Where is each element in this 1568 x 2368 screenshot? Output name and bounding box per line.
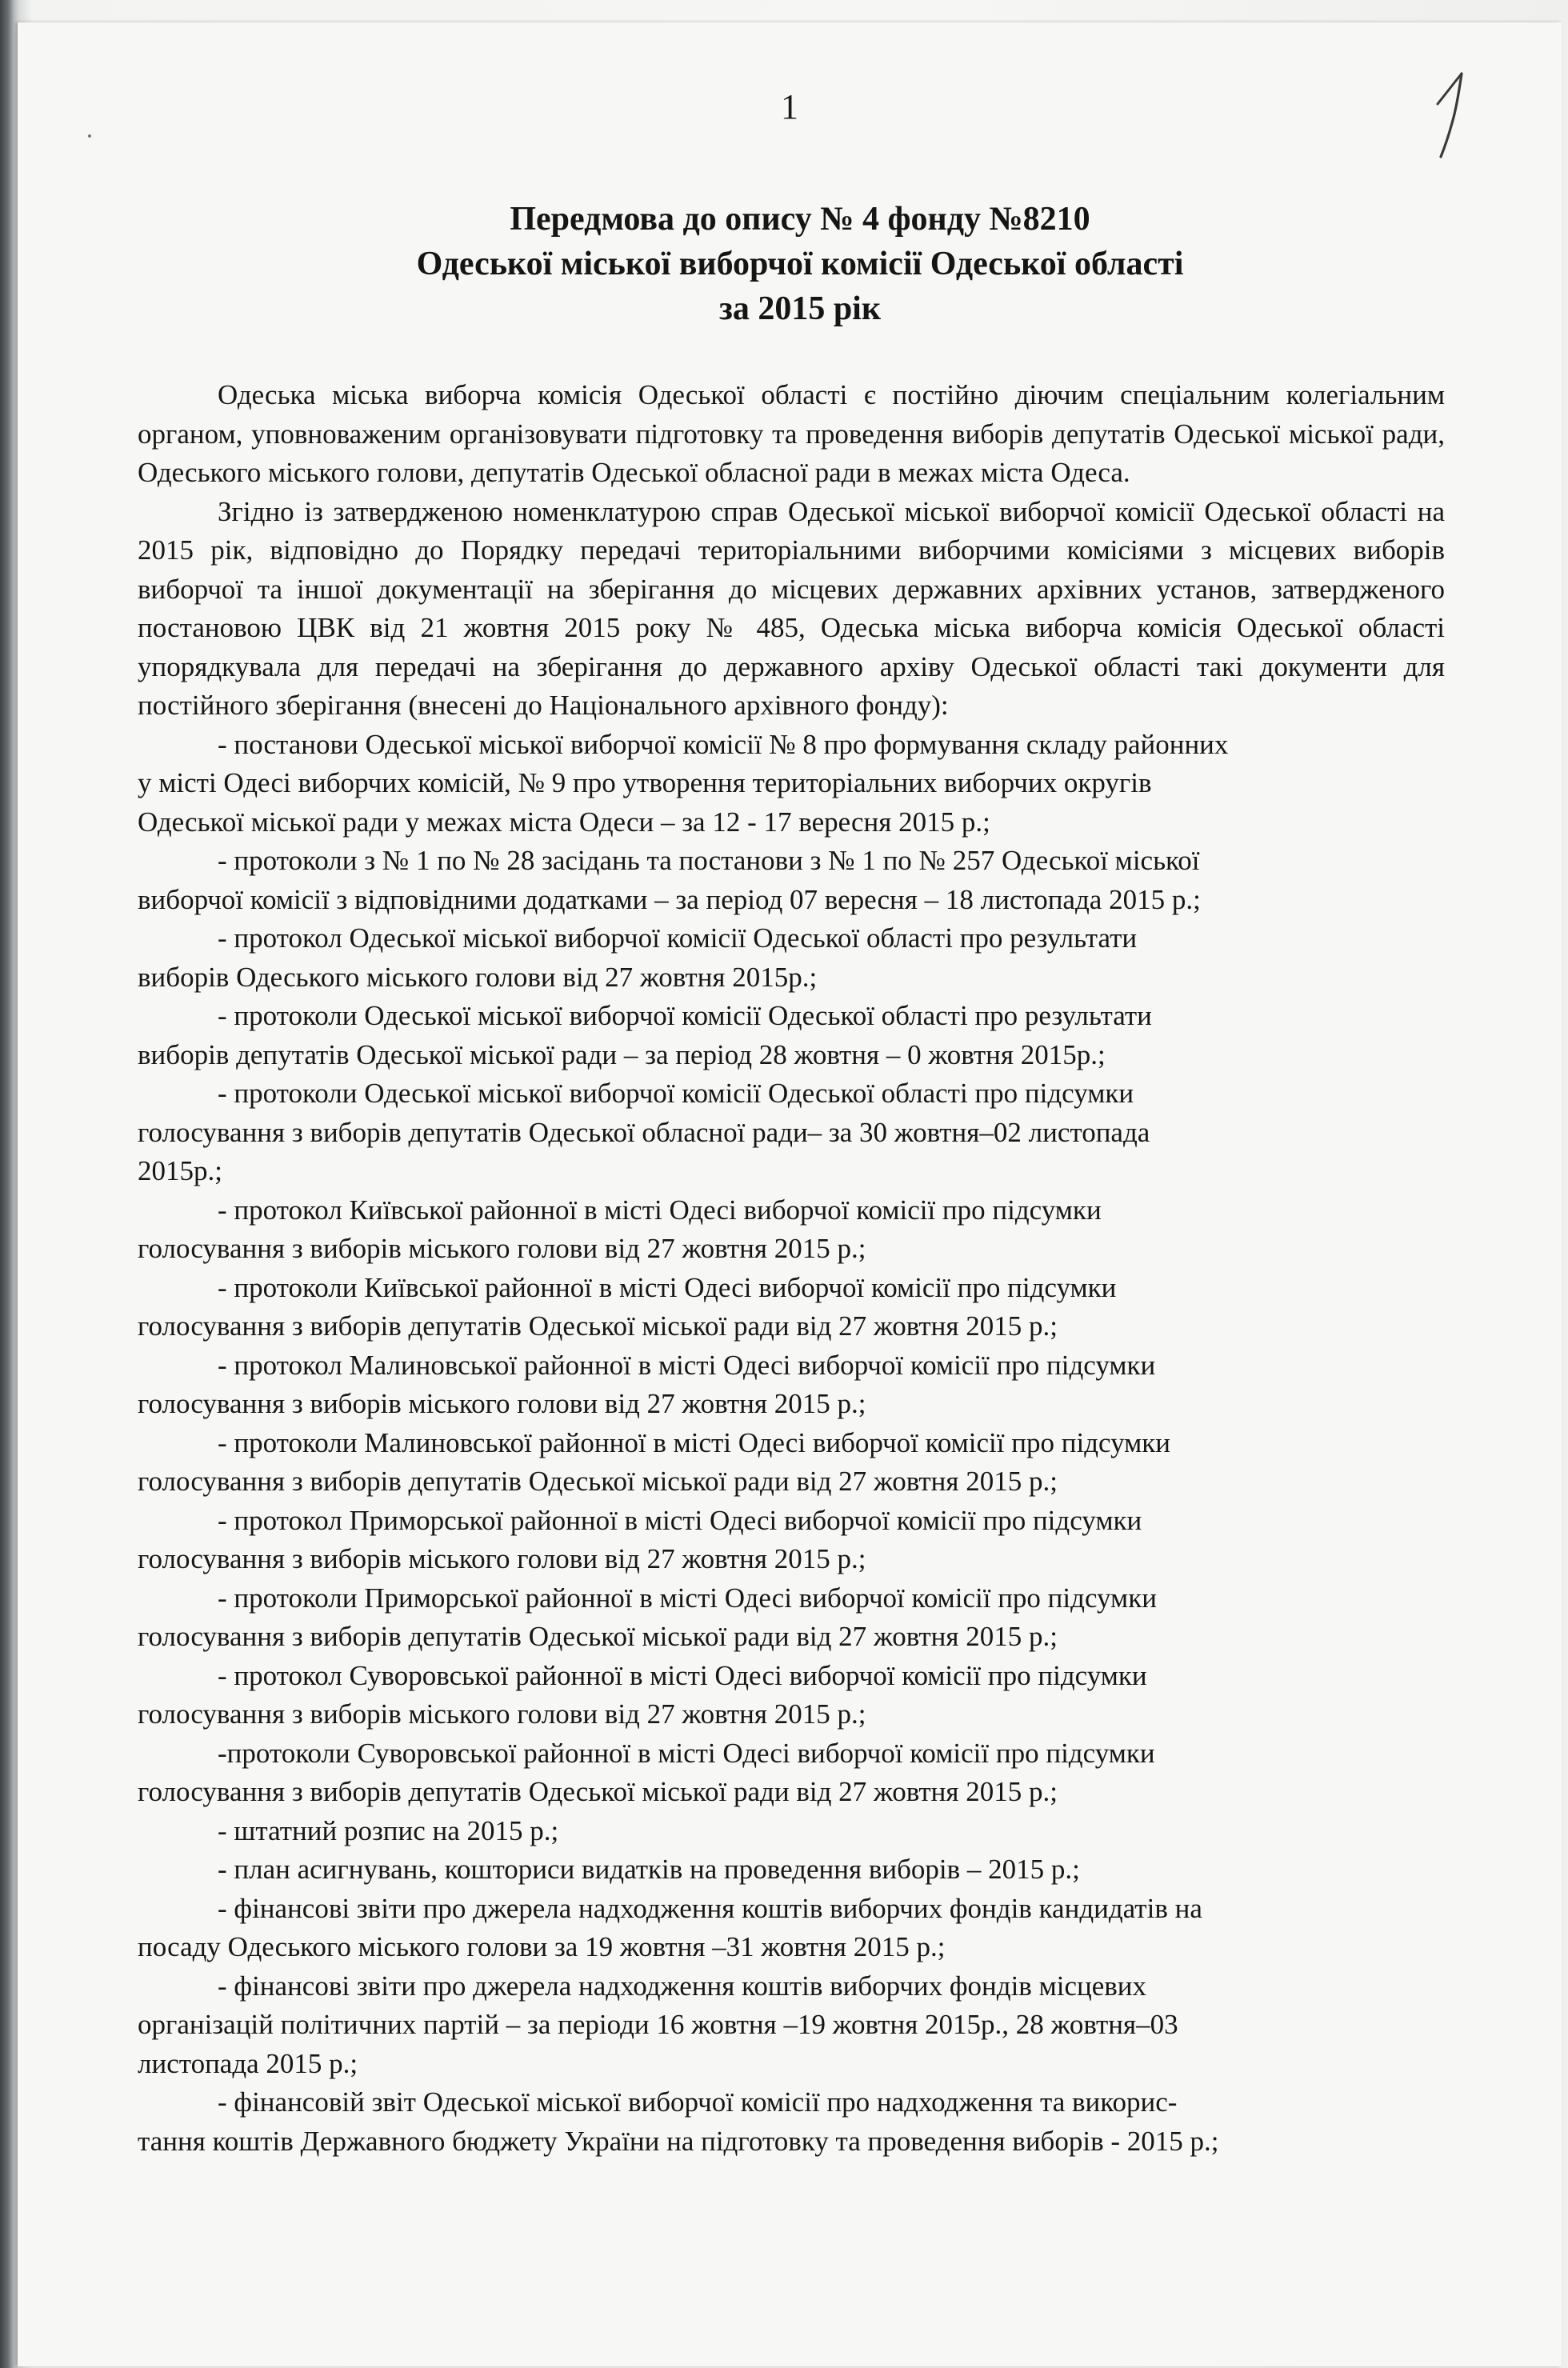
- list-item-line: Одеської міської ради у межах міста Одеси – за 12 - 17 вересня 2015 р.;: [138, 806, 990, 838]
- title-line-3: за 2015 рік: [718, 290, 882, 327]
- title-line-1: Передмова до опису № 4 фонду №8210: [510, 201, 1090, 238]
- handwritten-archive-mark: [1420, 67, 1476, 163]
- list-item-line: голосування з виборів депутатів Одеської міської ради від 27 жовтня 2015 р.;: [138, 1310, 1058, 1342]
- list-item-line: - протоколи Малиновської районної в місті Одесі виборчої комісії про підсумки: [218, 1426, 1170, 1458]
- list-item-line: листопада 2015 р.;: [138, 2047, 358, 2079]
- list-item: [138, 1890, 1445, 1967]
- page-number: 1: [781, 87, 798, 126]
- list-item-line: у місті Одесі виборчих комісій, № 9 про утворення територіальних виборчих округів: [138, 767, 1152, 798]
- list-item-line: голосування з виборів міського голови від 27 жовтня 2015 р.;: [138, 1698, 866, 1730]
- list-item-line: голосування з виборів депутатів Одеської міської ради від 27 жовтня 2015 р.;: [138, 1466, 1058, 1497]
- list-item: [138, 1502, 1445, 1579]
- list-item-line: голосування з виборів міського голови від 27 жовтня 2015 р.;: [138, 1233, 866, 1264]
- list-item-line: виборів Одеського міського голови від 27 жовтня 2015р.;: [138, 961, 818, 993]
- list-item: [138, 1579, 1445, 1657]
- list-item-line: - фінансовій звіт Одеської міської виборчої комісії про надходження та викорис-: [218, 2086, 1178, 2118]
- document-body: [138, 376, 1445, 2161]
- list-item: [138, 1074, 1445, 1191]
- list-item: [138, 1269, 1445, 1346]
- list-item: [138, 1850, 1445, 1890]
- list-item-line: - постанови Одеської міської виборчої комісії № 8 про формування складу районних: [218, 728, 1229, 760]
- document-title: [144, 197, 1456, 331]
- list-item-line: - протокол Одеської міської виборчої комісії Одеської області про результати: [218, 922, 1138, 954]
- scan-speck: [88, 134, 91, 138]
- list-item-line: 2015р.;: [138, 1155, 222, 1186]
- list-item: [138, 1346, 1445, 1424]
- document-list: [138, 726, 1445, 2162]
- list-item-line: - план асигнувань, кошториси видатків на проведення виборів – 2015 р.;: [218, 1854, 1080, 1885]
- list-item-line: голосування з виборів депутатів Одеської міської ради від 27 жовтня 2015 р.;: [138, 1776, 1058, 1807]
- list-item: [138, 726, 1445, 842]
- list-item-line: - протокол Малиновської районної в місті Одесі виборчої комісії про підсумки: [218, 1349, 1156, 1381]
- list-item-line: - протокол Київської районної в місті Одесі виборчої комісії про підсумки: [218, 1194, 1102, 1226]
- list-item-line: голосування з виборів міського голови від 27 жовтня 2015 р.;: [138, 1388, 866, 1419]
- list-item-line: - фінансові звіти про джерела надходження коштів виборчих фондів місцевих: [218, 1970, 1147, 2002]
- list-item: [138, 2083, 1445, 2161]
- list-item-line: виборів депутатів Одеської міської ради – за період 28 жовтня – 0 жовтня 2015р.;: [138, 1038, 1106, 1070]
- list-item: [138, 1657, 1445, 1734]
- list-item-line: голосування з виборів депутатів Одеської обласної ради– за 30 жовтня–02 листопада: [138, 1116, 1150, 1148]
- list-item-line: - фінансові звіти про джерела надходження коштів виборчих фондів кандидатів на: [218, 1892, 1202, 1924]
- list-item-line: - протоколи Одеської міської виборчої комісії Одеської області про підсумки: [218, 1078, 1134, 1109]
- list-item: [138, 842, 1445, 919]
- list-item-line: - штатний розпис на 2015 р.;: [218, 1814, 559, 1846]
- intro-paragraph: Одеська міська виборча комісія Одеської області є постійно діючим спеціальним колегіальним органом, уповноваженим організовувати підготовку та проведення виборів депутатів Одеської міської ради, Одеського міського голови, депутатів Одеської обласної ради в межах міста Одеса.: [138, 379, 1445, 488]
- list-item-line: виборчої комісії з відповідними додатками – за період 07 вересня – 18 листопада 2015 р.;: [138, 883, 1201, 915]
- title-line-2: Одеської міської виборчої комісії Одеської області: [416, 246, 1184, 282]
- list-item-line: - протоколи з № 1 по № 28 засідань та постанови з № 1 по № 257 Одеської міської: [218, 845, 1200, 876]
- list-item-line: - протокол Суворовської районної в місті Одесі виборчої комісії про підсумки: [218, 1659, 1147, 1691]
- list-item-line: - протокол Приморської районної в місті Одесі виборчої комісії про підсумки: [218, 1504, 1142, 1536]
- list-item-line: посаду Одеського міського голови за 19 жовтня –31 жовтня 2015 р.;: [138, 1931, 946, 1962]
- list-item: [138, 1734, 1445, 1812]
- nomenclature-paragraph: Згідно із затвердженою номенклатурою справ Одеської міської виборчої комісії Одеської області на 2015 рік, відповідно до Порядку передачі територіальними виборчими комісіями з місцевих виборів виборчої та іншої документації на зберігання до місцевих державних архівних установ, затвердженого постановою ЦВК від 21 жовтня 2015 року № 485, Одеська міська виборча комісія Одеської області упорядкувала для передачі на зберігання до державного архіву Одеської області такі документи для постійного зберігання (внесені до Національного архівного фонду):: [138, 495, 1445, 721]
- list-item-line: голосування з виборів депутатів Одеської міської ради від 27 жовтня 2015 р.;: [138, 1621, 1058, 1652]
- list-item: [138, 1191, 1445, 1269]
- list-item: [138, 1812, 1445, 1851]
- list-item: [138, 1967, 1445, 2084]
- list-item-line: організацій політичних партій – за періоди 16 жовтня –19 жовтня 2015р., 28 жовтня–03: [138, 2009, 1178, 2040]
- list-item-line: -протоколи Суворовської районної в місті Одесі виборчої комісії про підсумки: [218, 1737, 1155, 1769]
- list-item: [138, 1424, 1445, 1502]
- list-item-line: - протоколи Приморської районної в місті Одесі виборчої комісії про підсумки: [218, 1582, 1157, 1614]
- list-item: [138, 997, 1445, 1074]
- list-item-line: - протоколи Одеської міської виборчої комісії Одеської області про результати: [218, 1000, 1152, 1031]
- list-item-line: голосування з виборів міського голови від 27 жовтня 2015 р.;: [138, 1543, 866, 1574]
- list-item-line: - протоколи Київської районної в місті Одесі виборчої комісії про підсумки: [218, 1271, 1117, 1303]
- list-item: [138, 919, 1445, 997]
- list-item-line: тання коштів Державного бюджету України на підготовку та проведення виборів - 2015 р.;: [138, 2125, 1219, 2157]
